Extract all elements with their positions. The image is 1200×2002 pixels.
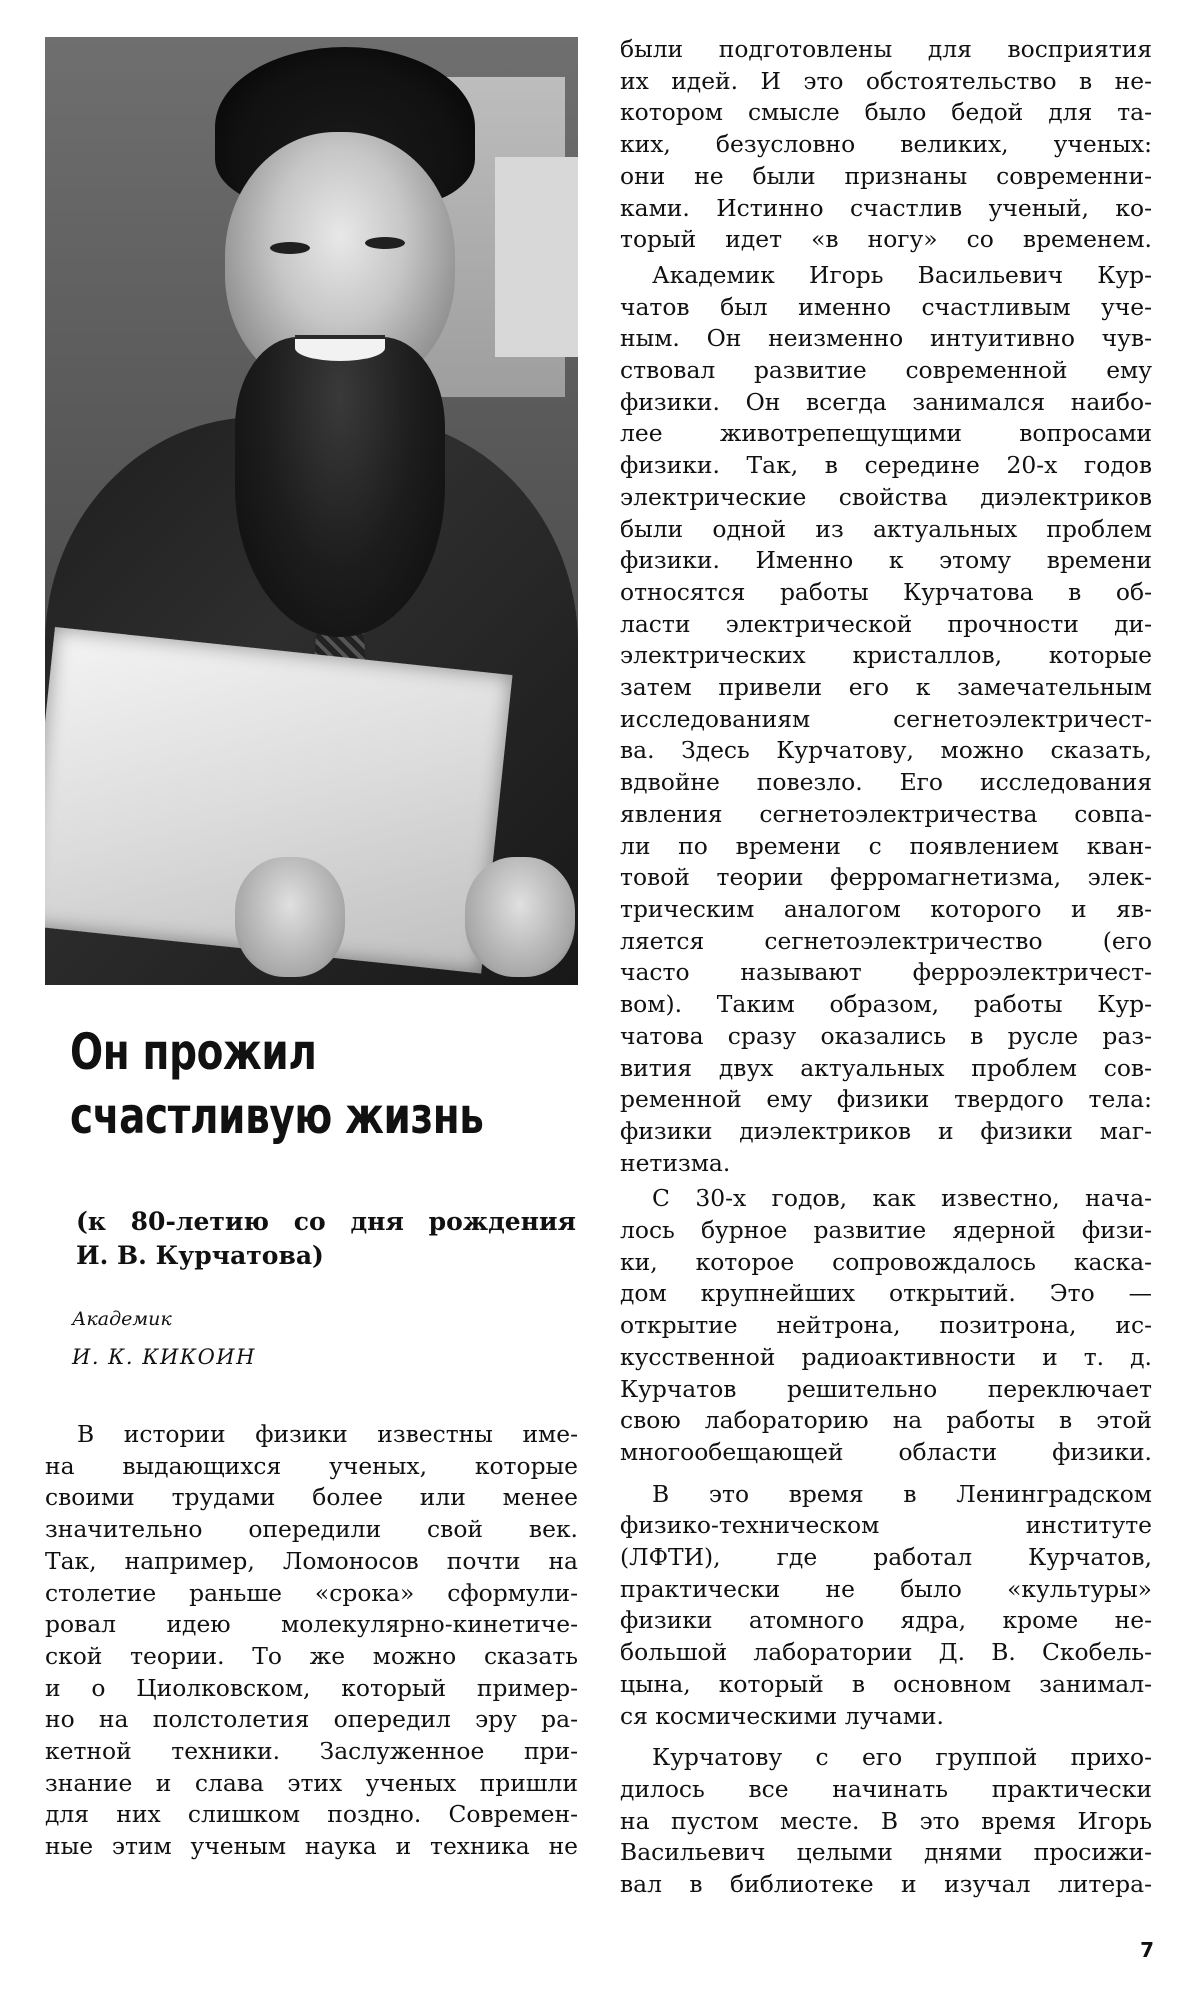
text-line: чатов был именно счастливым уче-	[620, 292, 1152, 321]
text-line: столетие раньше «срока» сформули-	[45, 1578, 578, 1607]
text-line: физико-техническом институте	[620, 1511, 1152, 1540]
text-line: ляется сегнетоэлектричество (его	[620, 926, 1152, 955]
portrait-photo	[45, 37, 578, 985]
text-line: чатова сразу оказались в русле раз-	[620, 1021, 1152, 1050]
text-line: физики диэлектриков и физики маг-	[620, 1116, 1152, 1145]
text-line: Академик Игорь Васильевич Кур-	[652, 260, 1152, 289]
text-line: большой лаборатории Д. В. Скобель-	[620, 1638, 1152, 1667]
text-line: ской теории. То же можно сказать	[45, 1641, 578, 1670]
text-line: ные этим ученым наука и техника не	[45, 1832, 578, 1861]
text-line: многообещающей области физики.	[620, 1437, 1152, 1466]
text-line: ких, безусловно великих, ученых:	[620, 130, 1152, 159]
text-line: ся космическими лучами.	[620, 1701, 944, 1730]
text-line: значительно опередили свой век.	[45, 1515, 578, 1544]
page-number: 7	[1140, 1938, 1154, 1962]
text-line: исследованиям сегнетоэлектричест-	[620, 704, 1152, 733]
text-line: торый идет «в ногу» со временем.	[620, 225, 1152, 254]
text-line: они не были признаны современни-	[620, 161, 1152, 190]
text-line: ным. Он неизменно интуитивно чув-	[620, 324, 1152, 353]
paragraph-1	[620, 34, 1152, 256]
article-title-line-1: Он прожил	[70, 1023, 317, 1081]
photo-smile	[295, 335, 385, 361]
photo-right-hand	[465, 857, 575, 977]
article-subtitle-line-1	[76, 1205, 576, 1239]
paragraph-4	[620, 1479, 1152, 1733]
text-line: вом). Таким образом, работы Кур-	[620, 990, 1152, 1019]
text-line: физики. Так, в середине 20-х годов	[620, 451, 1152, 480]
paragraph-2	[620, 260, 1152, 1179]
text-line: товой теории ферромагнетизма, элек-	[620, 863, 1152, 892]
text-line: физики. Именно к этому времени	[620, 546, 1152, 575]
photo-left-eye	[270, 242, 310, 254]
text-line: В истории физики известны име-	[77, 1420, 578, 1448]
author-name: И. К. КИКОИН	[72, 1345, 256, 1369]
article-subtitle-line-2: И. В. Курчатова)	[76, 1241, 324, 1270]
text-line: затем привели его к замечательным	[620, 673, 1152, 702]
text-line: были подготовлены для восприятия	[620, 35, 1152, 63]
paragraph-5	[620, 1742, 1152, 1901]
text-line: знание и слава этих ученых пришли	[45, 1768, 578, 1797]
text-line: практически не было «культуры»	[620, 1574, 1152, 1603]
text-line: В это время в Ленинградском	[652, 1479, 1152, 1508]
paragraph-3	[620, 1183, 1152, 1468]
text-line: котором смысле было бедой для та-	[620, 98, 1152, 127]
article-title	[70, 1020, 484, 1148]
text-line: для них слишком поздно. Современ-	[45, 1800, 578, 1829]
text-line: (ЛФТИ), где работал Курчатов,	[620, 1543, 1152, 1572]
text-line: на пустом месте. В это время Игорь	[620, 1806, 1152, 1835]
text-line: ки, которое сопровождалось каска-	[620, 1247, 1152, 1276]
text-line: открытие нейтрона, позитрона, ис-	[620, 1311, 1152, 1340]
left-column-text	[45, 1419, 578, 1863]
text-line: ли по времени с появлением кван-	[620, 831, 1152, 860]
text-line: дом крупнейших открытий. Это —	[620, 1279, 1152, 1308]
text-line: были одной из актуальных проблем	[620, 514, 1152, 543]
text-line: ласти электрической прочности ди-	[620, 609, 1152, 638]
text-line: электрических кристаллов, которые	[620, 641, 1152, 670]
text-line: часто называют ферроэлектричест-	[620, 958, 1152, 987]
text-line: но на полстолетия опередил эру ра-	[45, 1705, 578, 1734]
photo-left-hand	[235, 857, 345, 977]
subtitle-word: 80-летию	[130, 1207, 270, 1236]
photo-right-eye	[365, 237, 405, 249]
subtitle-word: со	[293, 1207, 326, 1236]
text-line: Васильевич целыми днями просижи-	[620, 1838, 1152, 1867]
text-line: трическим аналогом которого и яв-	[620, 894, 1152, 923]
text-line: свою лабораторию на работы в этой	[620, 1406, 1152, 1435]
text-line: их идей. И это обстоятельство в не-	[620, 66, 1152, 95]
text-line: ва. Здесь Курчатову, можно сказать,	[620, 736, 1152, 765]
text-line: физики. Он всегда занимался наибо-	[620, 387, 1152, 416]
text-line: лее животрепещущими вопросами	[620, 419, 1152, 448]
article-title-line-2: счастливую жизнь	[70, 1087, 484, 1145]
text-line: лось бурное развитие ядерной физи-	[620, 1216, 1152, 1245]
text-line: кусственной радиоактивности и т. д.	[620, 1342, 1152, 1371]
right-column-text	[620, 34, 1152, 1901]
text-line: относятся работы Курчатова в об-	[620, 577, 1152, 606]
text-line: ременной ему физики твердого тела:	[620, 1085, 1152, 1114]
text-line: С 30-х годов, как известно, нача-	[652, 1184, 1152, 1213]
text-line: Так, например, Ломоносов почти на	[45, 1546, 578, 1575]
article-subtitle	[76, 1205, 576, 1273]
text-line: цына, который в основном занимал-	[620, 1669, 1152, 1698]
text-line: ками. Истинно счастлив ученый, ко-	[620, 193, 1152, 222]
text-line: кетной техники. Заслуженное при-	[45, 1737, 578, 1766]
text-line: вития двух актуальных проблем сов-	[620, 1053, 1152, 1082]
text-line: своими трудами более или менее	[45, 1483, 578, 1512]
subtitle-word: дня	[350, 1207, 404, 1236]
text-line: ствовал развитие современной ему	[620, 356, 1152, 385]
author-role: Академик	[72, 1308, 172, 1330]
text-line: и о Циолковском, который пример-	[45, 1673, 578, 1702]
subtitle-word: (к	[76, 1207, 106, 1236]
text-line: на выдающихся ученых, которые	[45, 1451, 578, 1480]
text-line: вдвойне повезло. Его исследования	[620, 768, 1152, 797]
text-line: явления сегнетоэлектричества совпа-	[620, 799, 1152, 828]
text-line: электрические свойства диэлектриков	[620, 482, 1152, 511]
text-line: нетизма.	[620, 1148, 731, 1177]
subtitle-word: рождения	[428, 1207, 576, 1236]
text-line: физики атомного ядра, кроме не-	[620, 1606, 1152, 1635]
text-line: вал в библиотеке и изучал литера-	[620, 1870, 1152, 1899]
text-line: ровал идею молекулярно-кинетиче-	[45, 1610, 578, 1639]
text-line: Курчатов решительно переключает	[620, 1374, 1152, 1403]
text-line: дилось все начинать практически	[620, 1774, 1152, 1803]
photo-window-light-edge	[495, 157, 578, 357]
text-line: Курчатову с его группой прихо-	[652, 1743, 1152, 1772]
photo-beard	[235, 337, 445, 637]
